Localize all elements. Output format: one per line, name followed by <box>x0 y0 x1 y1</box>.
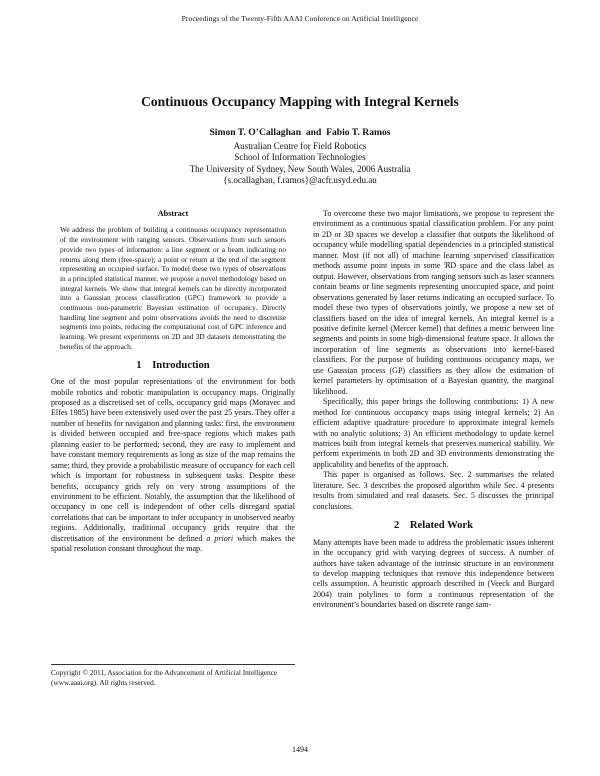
author-emails: {s.ocallaghan, f.ramos}@acfr.usyd.edu.au <box>223 174 377 185</box>
related-work-heading: 2 Related Work <box>394 520 473 532</box>
intro-paragraph: One of the most popular representations of the environment for both mobile robotics and robotic manipulation is occupancy maps. Originally proposed as a discretised set of cells, occupancy grid maps (Moravec and Elfes 1985) have been extensively used over the past 25 years. They offer a number of benefits for navigation and planning tasks: first, the environment is divided between occupied and free-space regions which makes path planning easier to be performed; second, they are easy to implement and have constant memory requirements as long as size of the map remains the same; third, they provide a probabilistic measure of occupancy for each cell which is important for robustness in subsequent tasks. Despite these benefits, occupancy grids rely on very strong assumptions of the environment to be efficient. Notably, the assumption that the likelihood of occupancy in one cell is independent of other cells disregard spatial correlations that can be important to infer occupancy in unobserved nearby regions. Additionally, traditional occupancy grids require that the discretisation of the environment be defined a priori which makes the spatial resolution constant throughout the map. <box>51 377 295 554</box>
affiliation-line: The University of Sydney, New South Wales, 2006 Australia <box>189 163 411 174</box>
abstract-heading: Abstract <box>157 209 189 218</box>
organisation-paragraph: This paper is organised as follows. Sec. 2 summarises the related literature. Sec. 3 describes the proposed algorithm while Sec. 4 presents results from simulated and real datasets. Sec. 5 discusses the principal conclusions. <box>313 470 554 511</box>
affiliation-line: Australian Centre for Field Robotics <box>233 141 367 151</box>
paper-authors: Simon T. O’Callaghan and Fabio T. Ramos <box>209 127 391 138</box>
left-column <box>51 209 295 555</box>
contributions-paragraph: Specifically, this paper brings the following contributions: 1) A new method for continuous occupancy maps using integral kernels; 2) An efficient adaptive quadrature procedure to approximate integral kernels with no analytic solutions; 3) An efficient methodology to update kernel matrices built from integral kernels that preserves numerical stability. We perform experiments in both 2D and 3D environments demonstrating the applicability and benefits of the approach. <box>313 397 554 469</box>
affiliation-block <box>0 141 600 186</box>
proceedings-header: Proceedings of the Twenty-Fifth AAAI Conference on Artificial Intelligence <box>181 14 419 23</box>
paper-title: Continuous Occupancy Mapping with Integral Kernels <box>141 94 459 109</box>
right-column <box>313 209 554 611</box>
intro-italic-phrase: a priori <box>206 533 234 543</box>
intro-heading: 1 Introduction <box>136 359 210 371</box>
related-work-paragraph: Many attempts have been made to address the problematic issues inherent in the occupancy grid with varying degrees of success. A number of authors have taken advantage of the intrinsic structure in an environment to develop mapping techniques that remove this independence between cells assumption. A heuristic approach described in (Veeck and Burgard 2004) train polylines to form a continuous representation of the environment’s boundaries based on discrete range sam- <box>313 537 554 610</box>
page-number: 1494 <box>292 745 308 754</box>
abstract-text: We address the problem of building a continuous occupancy representation of the environment with ranging sensors. Observations from such sensors provide two types of information: a line segment or a beam indicating no returns along them (free-space); a point or return at the end of the segment representing an occupied surface. To model these two types of observations in a principled statistical manner, we propose a novel methodology based on integral kernels. We show that integral kernels can be directly incorporated into a Gaussian process classification (GPC) framework to provide a continuous non-parametric Bayesian estimation of occupancy. Directly handling line segment and point observations avoids the need to discretise segments into points, reducing the computational cost of GPC inference and learning. We present experiments on 2D and 3D datasets demonstrating the benefits of the approach. <box>60 225 286 351</box>
affiliation-line: School of Information Technologies <box>234 152 366 163</box>
copyright-notice: Copyright © 2011, Association for the Advancement of Artificial Intelligence (www.aaai.org). All rights reserved. <box>51 664 295 687</box>
body-paragraph: To overcome these two major limitations, we propose to represent the environment as a continuous spatial classification problem. For any point in 2D or 3D spaces we develop a classifier that outputs the likelihood of occupancy while modelling spatial dependencies in a principled statistical manner. Most (if not all) of machine learning supervised classification methods assume point inputs in some ℜD space and the class label as output. However, observations from ranging sensors such as laser scanners contain beams or line segments representing unoccupied space, and point observations generated by laser returns indicating an occupied surface. To model these two types of observations jointly, we propose a new set of classifiers based on the idea of integral kernels. An integral kernel is a positive definite kernel (Mercer kernel) that defines a metric between line segments and points in some high-dimensional feature space. It allows the incorporation of line segments as observations into kernel-based classifiers. For the purpose of building continuous occupancy maps, we use Gaussian process (GP) classifiers as they allow the estimation of kernel parameters by optimisation of a Bayesian quantity, the marginal likelihood. <box>313 209 554 396</box>
